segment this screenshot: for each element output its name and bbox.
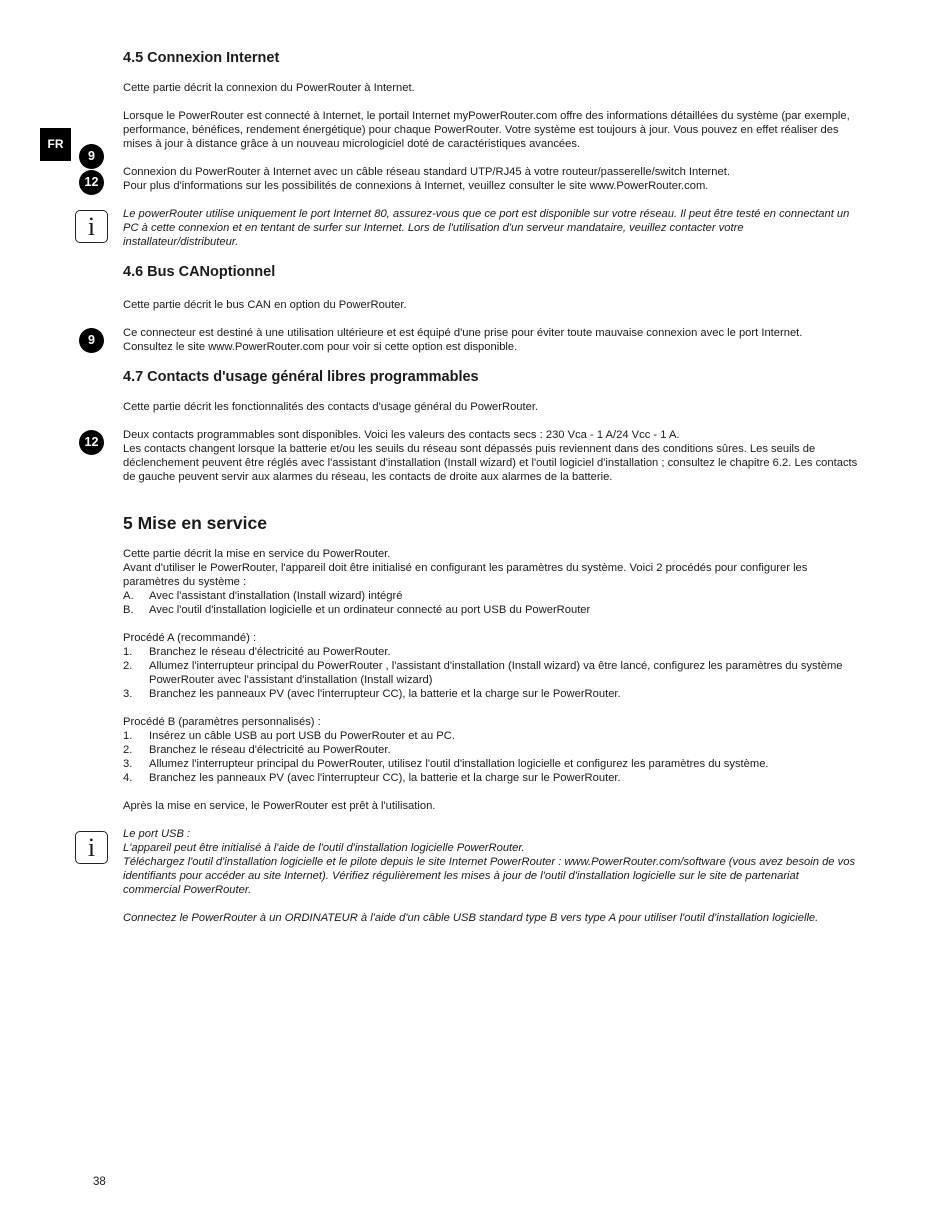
paragraph: Connexion du PowerRouter à Internet avec un câble réseau standard UTP/RJ45 à votre routeur/passerelle/switch Internet. <box>123 166 730 178</box>
list-item <box>123 645 858 659</box>
list-marker: 1. <box>123 730 133 742</box>
usb-note-line: Connectez le PowerRouter à un ORDINATEUR à l'aide d'un câble USB standard type B vers type A pour utiliser l'outil d'installation logicielle. <box>123 912 819 924</box>
list-text: Avec l'assistant d'installation (Install wizard) intégré <box>149 590 403 602</box>
list-marker: 4. <box>123 772 133 785</box>
reference-marker-9: 9 <box>79 328 104 353</box>
paragraph: Consultez le site www.PowerRouter.com pour voir si cette option est disponible. <box>123 341 518 353</box>
paragraph: Les contacts changent lorsque la batterie et/ou les seuils du réseau sont dépassés puis reviennent dans des conditions sûres. Les seuils de déclenchement peuvent être réglés avec l'assistant d'installation (Install wizard) et l'outil logiciel d'installation ; consultez le chapitre 6.2. Les contacts de gauche peuvent servir aux alarmes du réseau, les contacts de droite aux alarmes de la batterie. <box>123 443 858 484</box>
list-marker: 2. <box>123 660 133 673</box>
list-marker: A. <box>123 590 134 602</box>
list-text: Branchez les panneaux PV (avec l'interrupteur CC), la batterie et la charge sur le PowerRouter. <box>149 688 621 701</box>
reference-marker-12: 12 <box>79 170 104 195</box>
procedure-title: Procédé A (recommandé) : <box>123 632 257 644</box>
procedure-b-list <box>123 729 858 785</box>
list-text: Branchez les panneaux PV (avec l'interrupteur CC), la batterie et la charge sur le PowerRouter. <box>149 772 621 785</box>
paragraph: Cette partie décrit le bus CAN en option du PowerRouter. <box>123 299 407 311</box>
paragraph: Cette partie décrit les fonctionnalités des contacts d'usage général du PowerRouter. <box>123 401 539 413</box>
paragraph: Lorsque le PowerRouter est connecté à Internet, le portail Internet myPowerRouter.com offre des informations détaillées du système (par exemple, performance, bénéfices, rendement énergétique) pour chaque PowerRouter. Votre système est toujours à jour. Vous pouvez en effet réaliser des mises à jour à distance grâce à un nouveau micrologiciel doté de caractéristiques avancées. <box>123 110 850 151</box>
section-title: 4.6 Bus CANoptionnel <box>123 264 276 280</box>
info-icon: i <box>75 210 108 243</box>
reference-marker-12: 12 <box>79 430 104 455</box>
list-item <box>123 589 858 603</box>
paragraph: Ce connecteur est destiné à une utilisation ultérieure et est équipé d'une prise pour éviter toute mauvaise connexion avec le port Internet. <box>123 327 803 339</box>
list-text: Avec l'outil d'installation logicielle et un ordinateur connecté au port USB du PowerRouter <box>149 604 591 617</box>
paragraph: Après la mise en service, le PowerRouter est prêt à l'utilisation. <box>123 800 436 812</box>
list-item <box>123 603 858 617</box>
list-item <box>123 729 858 743</box>
usb-note-line: L'appareil peut être initialisé à l'aide de l'outil d'installation logicielle PowerRouter. <box>123 842 525 854</box>
list-item <box>123 743 858 757</box>
list-text: Allumez l'interrupteur principal du PowerRouter , l'assistant d'installation (Install wizard) va être lancé, configurez les paramètres du système PowerRouter avec l'assistant d'installation (Install wizard) <box>149 660 843 687</box>
list-item <box>123 687 858 701</box>
list-marker: 1. <box>123 646 133 658</box>
list-marker: 3. <box>123 688 133 701</box>
language-tab: FR <box>40 128 71 161</box>
section-title: 4.7 Contacts d'usage général libres programmables <box>123 369 479 385</box>
usb-note-title: Le port USB : <box>123 828 191 840</box>
list-text: Allumez l'interrupteur principal du PowerRouter, utilisez l'outil d'installation logicielle et configurez les paramètres du système. <box>149 758 769 771</box>
page-number: 38 <box>93 1176 106 1188</box>
list-marker: 2. <box>123 744 133 757</box>
paragraph: Deux contacts programmables sont disponibles. Voici les valeurs des contacts secs : 230 Vca - 1 A/24 Vcc - 1 A. <box>123 429 680 441</box>
paragraph: Pour plus d'informations sur les possibilités de connexions à Internet, veuillez consulter le site www.PowerRouter.com. <box>123 180 709 192</box>
list-item <box>123 771 858 785</box>
option-list <box>123 589 858 617</box>
procedure-title: Procédé B (paramètres personnalisés) : <box>123 716 321 728</box>
list-marker: B. <box>123 604 134 617</box>
paragraph: Cette partie décrit la mise en service du PowerRouter. <box>123 548 391 560</box>
list-item <box>123 659 858 687</box>
list-text: Insérez un câble USB au port USB du PowerRouter et au PC. <box>149 730 455 742</box>
list-text: Branchez le réseau d'électricité au PowerRouter. <box>149 646 391 658</box>
info-icon: i <box>75 831 108 864</box>
list-marker: 3. <box>123 758 133 771</box>
info-note: Le powerRouter utilise uniquement le port Internet 80, assurez-vous que ce port est disponible sur votre réseau. Il peut être testé en connectant un PC à cette connexion et en tentant de surfer sur Internet. Lors de l'utilisation d'un serveur mandataire, veuillez contacter votre installateur/distributeur. <box>123 208 850 249</box>
list-item <box>123 757 858 771</box>
usb-note-line: Téléchargez l'outil d'installation logicielle et le pilote depuis le site Internet PowerRouter : www.PowerRouter.com/software (vous avez besoin de vos identifiants pour accéder au site Internet). Vérifiez régulièrement les mises à jour de l'outil d'installation logicielle sur le site de partenariat commercial PowerRouter. <box>123 856 856 897</box>
paragraph: Avant d'utiliser le PowerRouter, l'appareil doit être initialisé en configurant les paramètres du système. Voici 2 procédés pour configurer les paramètres du système : <box>123 562 808 589</box>
section-title: 4.5 Connexion Internet <box>123 50 280 66</box>
list-text: Branchez le réseau d'électricité au PowerRouter. <box>149 744 391 757</box>
paragraph: Cette partie décrit la connexion du PowerRouter à Internet. <box>123 82 415 94</box>
reference-marker-9: 9 <box>79 144 104 169</box>
procedure-a-list <box>123 645 858 701</box>
chapter-title: 5 Mise en service <box>123 513 267 533</box>
